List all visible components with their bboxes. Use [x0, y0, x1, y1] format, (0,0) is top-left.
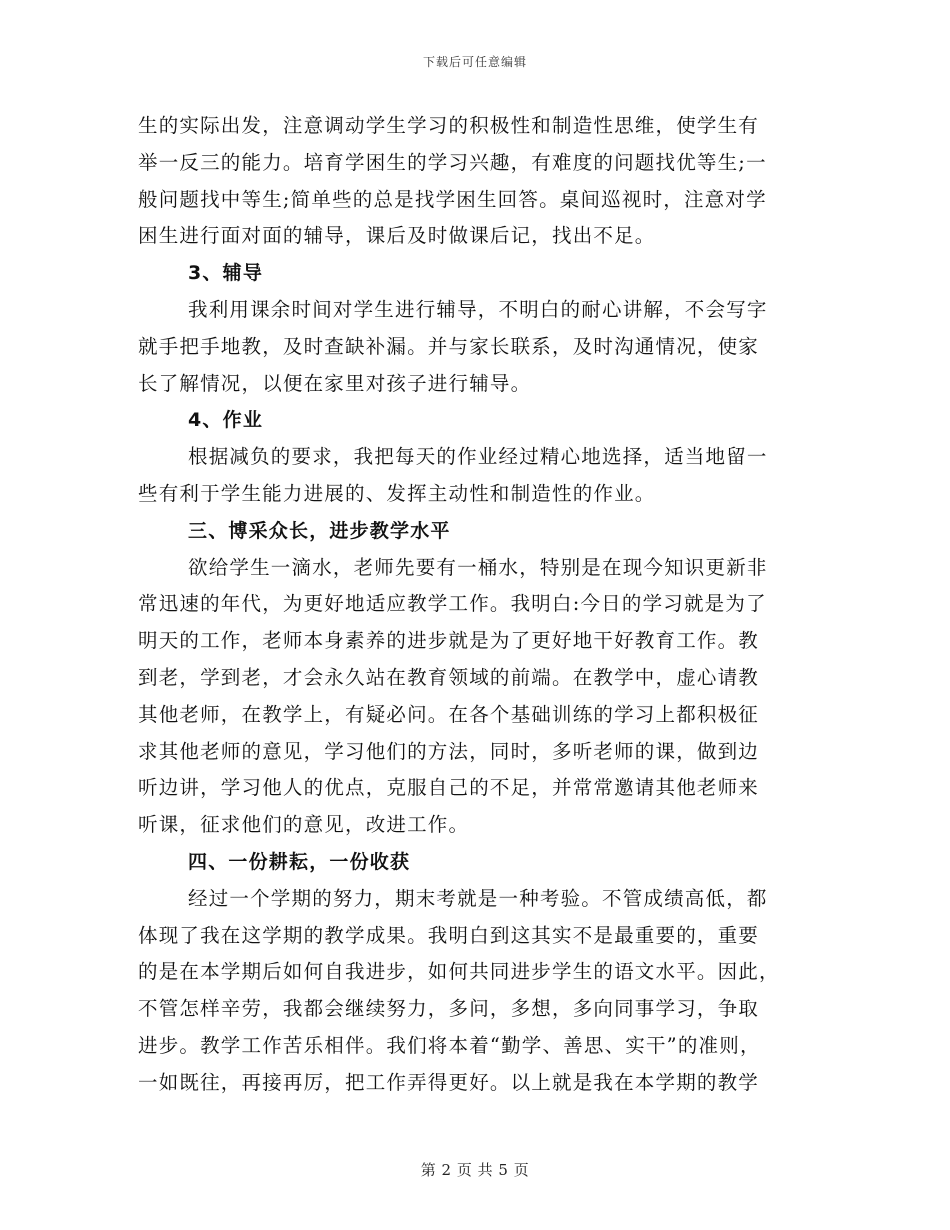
section-heading: 4、作业 [188, 409, 264, 432]
paragraph-line: 就手把手地教，及时查缺补漏。并与家长联系，及时沟通情况，使家 [138, 334, 760, 358]
paragraph-line: 经过一个学期的努力，期末考就是一种考验。不管成绩高低，都 [188, 886, 768, 910]
paragraph-line: 体现了我在这学期的教学成果。我明白到这其实不是最重要的，重要 [138, 923, 760, 947]
paragraph-line: 明天的工作，老师本身素养的进步就是为了更好地干好教育工作。教 [138, 629, 760, 653]
paragraph-line: 长了解情况，以便在家里对孩子进行辅导。 [138, 371, 532, 395]
paragraph-line: 根据减负的要求，我把每天的作业经过精心地选择，适当地留一 [188, 445, 768, 469]
paragraph-line: 的是在本学期后如何自我进步，如何共同进步学生的语文水平。因此， [138, 960, 780, 984]
page-footer: 第 2 页 共 5 页 [420, 1161, 530, 1179]
paragraph-line: 常迅速的年代，为更好地适应教学工作。我明白:今日的学习就是为了 [138, 592, 767, 616]
section-heading: 四、一份耕耘，一份收获 [188, 850, 411, 873]
paragraph-line: 欲给学生一滴水，老师先要有一桶水，特别是在现今知识更新非 [188, 555, 768, 579]
paragraph-line: 不管怎样辛劳，我都会继续努力，多问，多想，多向同事学习，争取 [138, 997, 760, 1021]
section-heading: 3、辅导 [188, 262, 264, 285]
paragraph-line: 听课，征求他们的意见，改进工作。 [138, 813, 470, 837]
paragraph-line: 举一反三的能力。培育学困生的学习兴趣，有难度的问题找优等生;一 [138, 150, 767, 174]
paragraph-line: 到老，学到老，才会永久站在教育领域的前端。在教学中，虚心请教 [138, 665, 760, 689]
section-heading: 三、博采众长，进步教学水平 [188, 519, 451, 542]
paragraph-line: 其他老师，在教学上，有疑必问。在各个基础训练的学习上都积极征 [138, 702, 760, 726]
page-header: 下载后可任意编辑 [422, 55, 527, 69]
paragraph-line: 求其他老师的意见，学习他们的方法，同时，多听老师的课，做到边 [138, 739, 760, 763]
document-body [138, 108, 808, 1102]
paragraph-line: 听边讲，学习他人的优点，克服自己的不足，并常常邀请其他老师来 [138, 776, 760, 800]
paragraph-line: 进步。教学工作苦乐相伴。我们将本着“勤学、善思、实干”的准则， [138, 1033, 761, 1057]
paragraph-line: 些有利于学生能力进展的、发挥主动性和制造性的作业。 [138, 481, 656, 505]
paragraph-line: 我利用课余时间对学生进行辅导，不明白的耐心讲解，不会写字 [188, 297, 768, 321]
paragraph-line: 生的实际出发，注意调动学生学习的积极性和制造性思维，使学生有 [138, 114, 760, 137]
paragraph-line: 一如既往，再接再厉，把工作弄得更好。以上就是我在本学期的教学 [138, 1070, 760, 1094]
paragraph-line: 般问题找中等生;简单些的总是找学困生回答。桌间巡视时，注意对学 [138, 187, 767, 211]
paragraph-line: 困生进行面对面的辅导，课后及时做课后记，找出不足。 [138, 224, 656, 248]
